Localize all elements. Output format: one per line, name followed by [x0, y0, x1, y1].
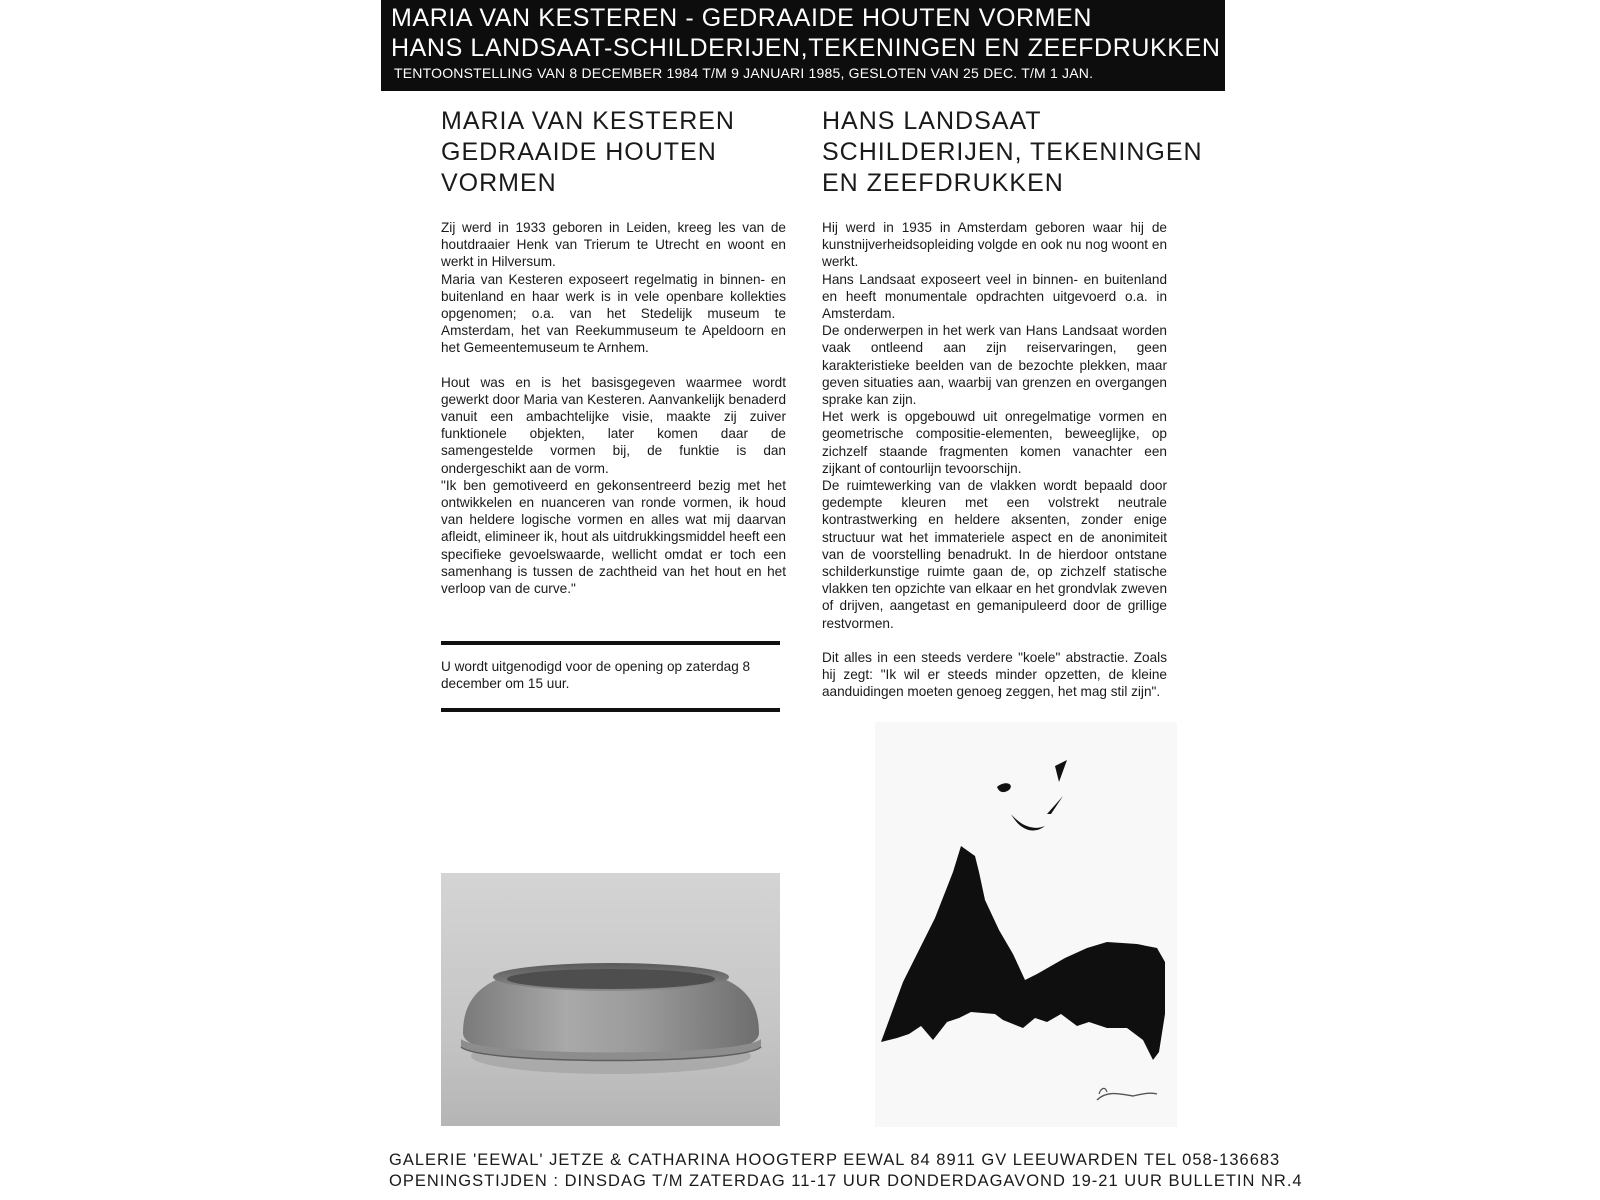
banner-line-2: HANS LANDSAAT-SCHILDERIJEN,TEKENINGEN EN ZEEFDRUKKEN [391, 34, 1221, 62]
left-paragraph-4: "Ik ben gemotiveerd en gekonsentreerd bezig met het ontwikkelen en nuanceren van ronde vormen, ik houd van heldere logische vormen en alles wat mij daarvan afleidt, elimineer ik, hout als uitdrukkingsmiddel heeft een specifieke gevoelswaarde, wellicht omdat er toch een samenhang is tussen de zachtheid van het hout en het verloop van de curve." [441, 477, 786, 597]
left-heading-line-3: VORMEN [441, 169, 557, 197]
right-paragraph-1: Hij werd in 1935 in Amsterdam geboren waar hij de kunstnijverheidsopleiding volgde en ook nu nog woont en werkt. [822, 220, 1167, 270]
right-body [822, 219, 1167, 700]
footer-address: GALERIE 'EEWAL' JETZE & CATHARINA HOOGTERP EEWAL 84 8911 GV LEEUWARDEN TEL 058-136683 [389, 1151, 1281, 1169]
exhibition-bulletin [381, 0, 1303, 1200]
wooden-bowl-photo [441, 873, 780, 1126]
left-paragraph-2: Maria van Kesteren exposeert regelmatig in binnen- en buitenland en haar werk is in vele openbare kollekties opgenomen; o.a. van het Stedelijk museum te Amsterdam, het van Reekummuseum te Apeldoorn en het Gemeentemuseum te Arnhem. [441, 271, 786, 356]
abstract-ink-drawing [875, 722, 1177, 1127]
banner-line-1: MARIA VAN KESTEREN - GEDRAAIDE HOUTEN VORMEN [391, 4, 1093, 32]
left-column [441, 106, 786, 597]
header-banner [381, 0, 1225, 91]
right-heading-line-2: SCHILDERIJEN, TEKENINGEN [822, 138, 1203, 166]
opening-invitation: U wordt uitgenodigd voor de opening op zaterdag 8 december om 15 uur. [441, 641, 780, 712]
left-heading [441, 106, 786, 199]
right-column [822, 106, 1203, 700]
right-paragraph-6: Dit alles in een steeds verdere "koele" abstractie. Zoals hij zegt: "Ik wil er steeds minder opzetten, de kleine aanduidingen moeten genoeg zeggen, het mag stil zijn". [822, 649, 1167, 700]
right-heading-line-3: EN ZEEFDRUKKEN [822, 169, 1064, 197]
left-heading-line-1: MARIA VAN KESTEREN [441, 107, 735, 135]
banner-dates: TENTOONSTELLING VAN 8 DECEMBER 1984 T/M 9 JANUARI 1985, GESLOTEN VAN 25 DEC. T/M 1 JAN. [394, 65, 1094, 81]
bowl-illustration [441, 873, 780, 1126]
ink-shapes [875, 722, 1177, 1127]
right-heading [822, 106, 1203, 199]
left-body [441, 219, 786, 597]
right-heading-line-1: HANS LANDSAAT [822, 107, 1042, 135]
footer-opening-hours: OPENINGSTIJDEN : DINSDAG T/M ZATERDAG 11-17 UUR DONDERDAGAVOND 19-21 UUR BULLETIN NR.4 [389, 1172, 1303, 1190]
left-paragraph-3: Hout was en is het basisgegeven waarmee wordt gewerkt door Maria van Kesteren. Aanvankelijk benaderd vanuit een ambachtelijke visie, maakte zij zuiver funktionele objekten, later komen daar de samengestelde vormen bij, de funktie is dan ondergeschikt aan de vorm. [441, 374, 786, 476]
right-paragraph-3: De onderwerpen in het werk van Hans Landsaat worden vaak ontleend aan zijn reiservaringen, geen karakteristieke beelden van de bezochte plekken, maar geven situaties aan, waarbij van grenzen en overgangen sprake kan zijn. [822, 323, 1167, 408]
left-heading-line-2: GEDRAAIDE HOUTEN [441, 138, 717, 166]
right-paragraph-2: Hans Landsaat exposeert veel in binnen- en buitenland en heeft monumentale opdrachten uitgevoerd o.a. in Amsterdam. [822, 271, 1167, 322]
left-paragraph-1: Zij werd in 1933 geboren in Leiden, kreeg les van de houtdraaier Henk van Trierum te Utrecht en woont en werkt in Hilversum. [441, 220, 786, 270]
right-paragraph-5: De ruimtewerking van de vlakken wordt bepaald door gedempte kleuren met een volstrekt neutrale kontrastwerking en heldere aksenten, zonder enige structuur wat het immateriele aspect en de anonimiteit van de voorstelling benadrukt. In de hierdoor ontstane schilderkunstige ruimte gaan de, op zichzelf statische vlakken ten opzichte van elkaar en het grondvlak zweven of drijven, aangetast en gemanipuleerd door de grillige restvormen. [822, 478, 1167, 631]
right-paragraph-4: Het werk is opgebouwd uit onregelmatige vormen en geometrische compositie-elementen, beweeglijke, op zichzelf staande fragmenten komen vanachter een zijkant of contourlijn tevoorschijn. [822, 409, 1167, 476]
